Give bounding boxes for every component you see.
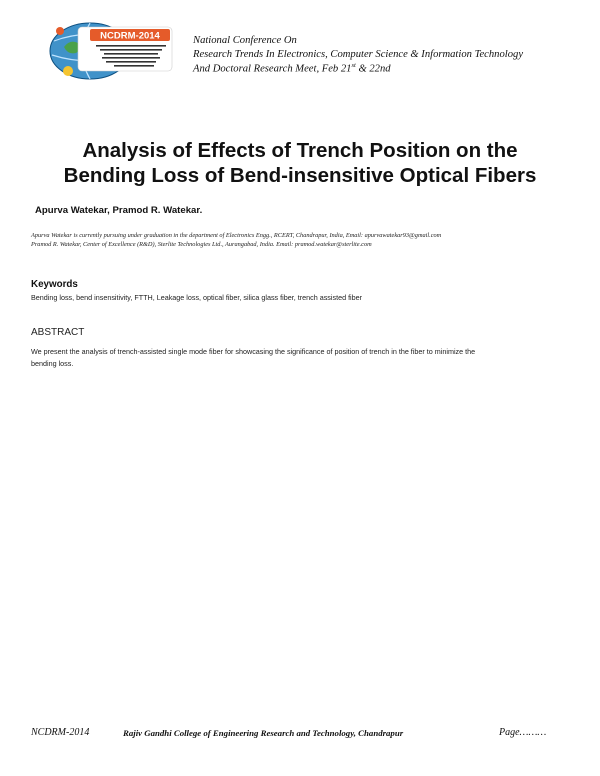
abstract-line-1: We present the analysis of trench-assisted single mode fiber for showcasing the significance of position of trench in the fiber to minimize the [31, 347, 476, 356]
footer-page: Page……… [499, 727, 547, 738]
footer-conference: NCDRM-2014 [31, 727, 90, 738]
authors: Apurva Watekar, Pramod R. Watekar. [35, 205, 203, 216]
abstract-line-2: bending loss. [31, 359, 74, 368]
paper-title-line-2: Bending Loss of Bend-insensitive Optical Fibers [63, 164, 537, 187]
abstract-heading: ABSTRACT [31, 327, 85, 338]
logo-text: NCDRM-2014 [100, 30, 160, 42]
footer-college: Rajiv Gandhi College of Engineering Research and Technology, Chandrapur [123, 728, 404, 738]
conference-logo [44, 17, 180, 81]
paper-title-line-1: Analysis of Effects of Trench Position on the [82, 139, 518, 162]
keywords-text: Bending loss, bend insensitivity, FTTH, Leakage loss, optical fiber, silica glass fiber, trench assisted fiber [31, 293, 363, 302]
conference-line-3: And Doctoral Research Meet, Feb 21st & 22nd [193, 62, 391, 75]
conference-line-2: Research Trends In Electronics, Computer Science & Information Technology [193, 49, 524, 60]
conference-line-1: National Conference On [193, 35, 297, 46]
keywords-heading: Keywords [31, 279, 78, 290]
affiliation-2: Pramod R. Watekar, Center of Excellence (R&D), Sterlite Technologies Ltd., Aurangabad, India. Email: pramod.watekar@sterlite.com [31, 241, 372, 248]
affiliation-1: Apurva Watekar is currently pursuing under graduation in the department of Electronics Engg., RCERT, Chandrapur, India, Email: apurvawatekar93@gmail.com [31, 232, 442, 239]
